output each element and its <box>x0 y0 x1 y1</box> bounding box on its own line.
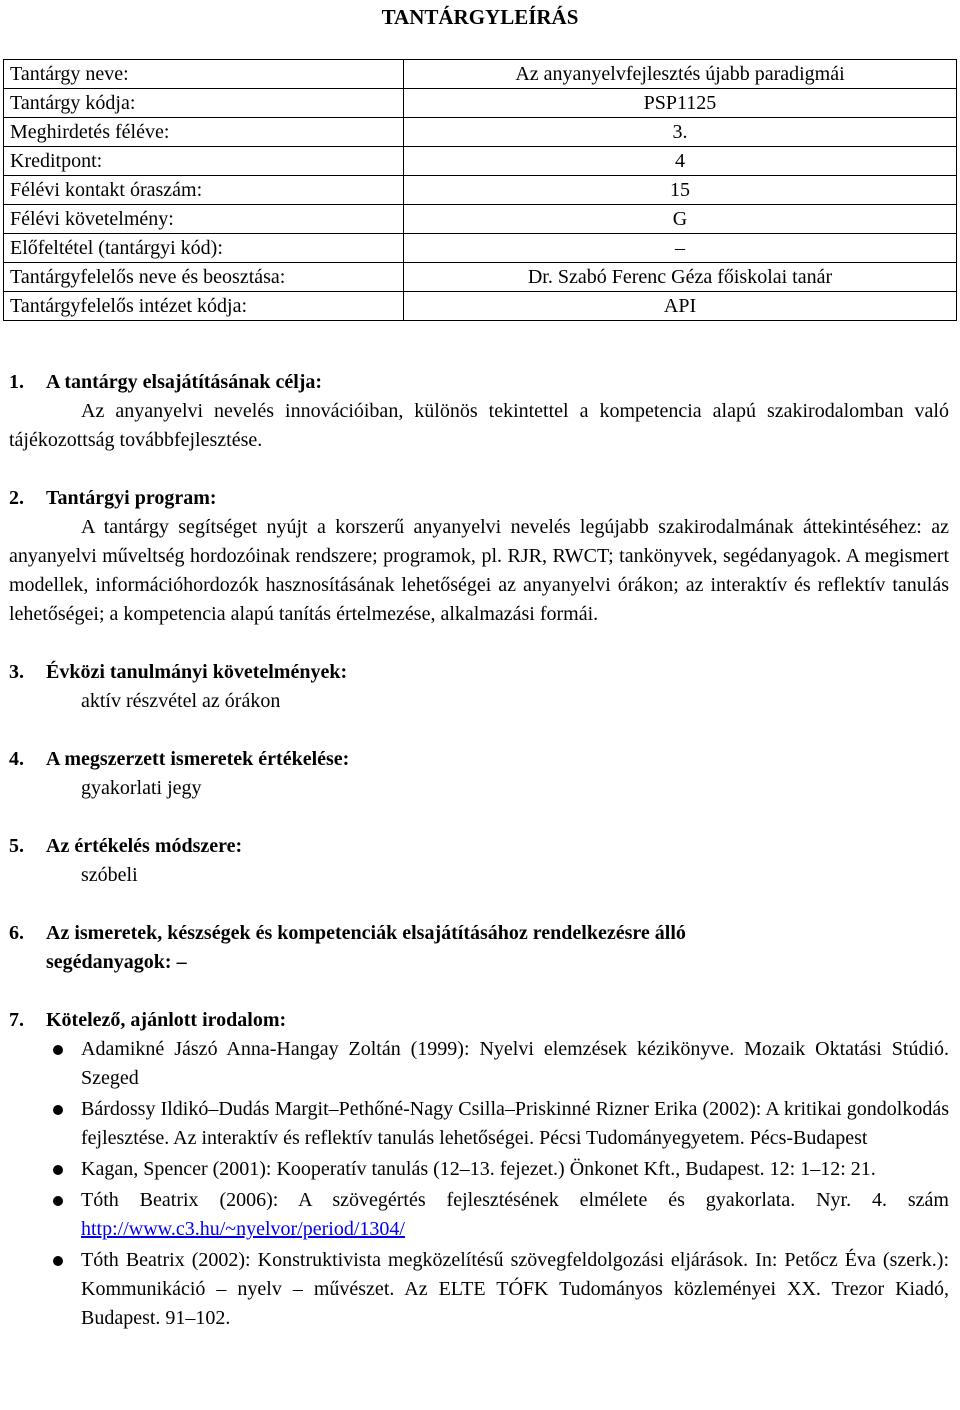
section-heading: Kötelező, ajánlott irodalom: <box>46 1009 287 1031</box>
section-materials <box>9 919 949 977</box>
info-label: Félévi kontakt óraszám: <box>4 176 404 205</box>
section-text: gyakorlati jegy <box>81 777 202 799</box>
bullet-icon <box>53 1196 63 1206</box>
bullet-icon <box>53 1045 63 1055</box>
section-number: 1. <box>9 371 24 393</box>
section-goal <box>9 368 949 455</box>
course-info-table <box>3 59 957 321</box>
reference-text: Tóth Beatrix (2002): Konstruktivista megközelítésű szövegfeldolgozási eljárások. In: Petőcz Éva (szerk.): Kommunikáció – nyelv – művészet. Az ELTE TÓFK Tudományos közleményei XX. Trezor Kiadó, Budapest. 91–102. <box>81 1249 949 1329</box>
info-value: Dr. Szabó Ferenc Géza főiskolai tanár <box>404 263 957 292</box>
bullet-icon <box>53 1165 63 1175</box>
reference-text: Adamikné Jászó Anna-Hangay Zoltán (1999): Nyelvi elemzések kézikönyve. Mozaik Oktatási Stúdió. Szeged <box>81 1038 949 1089</box>
section-program <box>9 484 949 629</box>
info-label: Tantárgyfelelős neve és beosztása: <box>4 263 404 292</box>
info-value: 3. <box>404 118 957 147</box>
info-label: Meghirdetés féléve: <box>4 118 404 147</box>
info-row <box>4 147 957 176</box>
reference-item <box>9 1155 949 1184</box>
reference-text: Bárdossy Ildikó–Dudás Margit–Pethőné-Nagy Csilla–Priskinné Rizner Erika (2002): A kritikai gondolkodás fejlesztése. Az interaktív és reflektív tanulás lehetőségei. Pécsi Tudományegyetem. Pécs-Budapest <box>81 1098 949 1149</box>
info-row <box>4 60 957 89</box>
section-heading: A megszerzett ismeretek értékelése: <box>46 748 350 770</box>
section-number: 6. <box>9 922 24 944</box>
document-body <box>9 368 949 1333</box>
info-row <box>4 263 957 292</box>
section-heading: Évközi tanulmányi követelmények: <box>46 661 348 683</box>
section-number: 3. <box>9 661 24 683</box>
section-literature <box>9 1006 949 1333</box>
section-method <box>9 832 949 890</box>
section-evaluation <box>9 745 949 803</box>
section-heading: Tantárgyi program: <box>46 487 217 509</box>
info-row <box>4 118 957 147</box>
section-requirements <box>9 658 949 716</box>
info-row <box>4 234 957 263</box>
info-row <box>4 176 957 205</box>
section-heading: A tantárgy elsajátításának célja: <box>46 371 323 393</box>
info-value: – <box>404 234 957 263</box>
info-value: 15 <box>404 176 957 205</box>
section-heading-continued: segédanyagok: – <box>46 951 187 973</box>
info-row <box>4 292 957 321</box>
info-label: Tantárgyfelelős intézet kódja: <box>4 292 404 321</box>
info-label: Előfeltétel (tantárgyi kód): <box>4 234 404 263</box>
section-number: 2. <box>9 487 24 509</box>
section-text: Az anyanyelvi nevelés innovációiban, különös tekintettel a kompetencia alapú szakirodalomban való tájékozottság továbbfejlesztése. <box>9 400 949 451</box>
bullet-icon <box>53 1105 63 1115</box>
info-value: G <box>404 205 957 234</box>
info-label: Tantárgy kódja: <box>4 89 404 118</box>
info-value: Az anyanyelvfejlesztés újabb paradigmái <box>404 60 957 89</box>
info-value: 4 <box>404 147 957 176</box>
section-heading: Az értékelés módszere: <box>46 835 243 857</box>
info-value: PSP1125 <box>404 89 957 118</box>
section-heading: Az ismeretek, készségek és kompetenciák elsajátításához rendelkezésre álló <box>46 922 686 944</box>
document-title: TANTÁRGYLEÍRÁS <box>381 5 579 29</box>
info-row <box>4 89 957 118</box>
reference-list <box>9 1035 949 1333</box>
section-text: A tantárgy segítséget nyújt a korszerű anyanyelvi nevelés legújabb szakirodalmának áttekintéséhez: az anyanyelvi műveltség hordozóinak rendszere; programok, pl. RJR, RWCT; tankönyvek, segédanyagok. A megismert modellek, információhordozók hasznosításának lehetőségei az anyanyelvi órákon; az interaktív és reflektív tanulás lehetőségei; a kompetencia alapú tanítás értelmezése, alkalmazási formái. <box>9 516 949 625</box>
section-number: 7. <box>9 1009 24 1031</box>
reference-item <box>9 1246 949 1333</box>
info-label: Tantárgy neve: <box>4 60 404 89</box>
reference-text: Tóth Beatrix (2006): A szövegértés fejlesztésének elmélete és gyakorlata. Nyr. 4. szám <box>81 1189 949 1211</box>
section-number: 5. <box>9 835 24 857</box>
reference-link[interactable]: http://www.c3.hu/~nyelvor/period/1304/ <box>81 1218 405 1240</box>
info-label: Kreditpont: <box>4 147 404 176</box>
section-text: szóbeli <box>81 864 138 886</box>
bullet-icon <box>53 1256 63 1266</box>
info-label: Félévi követelmény: <box>4 205 404 234</box>
section-number: 4. <box>9 748 24 770</box>
reference-item <box>9 1095 949 1153</box>
info-row <box>4 205 957 234</box>
info-value: API <box>404 292 957 321</box>
reference-text: Kagan, Spencer (2001): Kooperatív tanulás (12–13. fejezet.) Önkonet Kft., Budapest. 12: 1–12: 21. <box>81 1158 876 1180</box>
section-text: aktív részvétel az órákon <box>81 690 281 712</box>
reference-item <box>9 1186 949 1244</box>
reference-item <box>9 1035 949 1093</box>
